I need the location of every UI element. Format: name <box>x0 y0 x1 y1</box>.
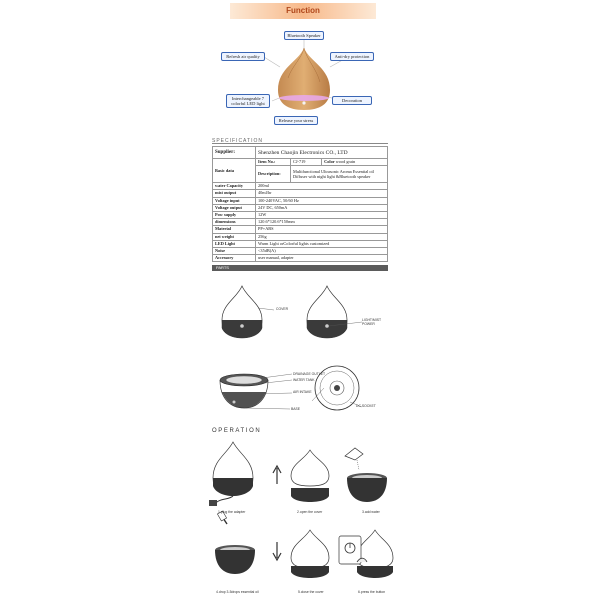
feature-decoration: Decoration <box>332 96 372 105</box>
spec-key: LED Light <box>213 240 256 247</box>
spec-row <box>213 240 388 247</box>
step-3-illustration <box>345 448 387 502</box>
spec-value: 12W <box>256 211 388 218</box>
function-banner: Function <box>230 3 376 19</box>
label-drainage: DRAINAGE OUTLET <box>293 372 326 376</box>
spec-row <box>213 233 388 240</box>
spec-key: Basic data <box>213 159 256 183</box>
step-1-caption: 1.plug the adapter <box>218 510 246 514</box>
spec-value: Shenzhen Chaojin Electronics CO., LTD <box>256 147 388 159</box>
feature-bluetooth: Bluetooth Speaker <box>284 31 324 40</box>
feature-release-stress: Release your stress <box>274 116 318 125</box>
spec-value: 24V DC, 650mA <box>256 204 388 211</box>
spec-row <box>213 197 388 204</box>
spec-value: Warm Light orColorful lights customized <box>256 240 388 247</box>
spec-key: Material <box>213 226 256 233</box>
spec-key: Accessory <box>213 255 256 262</box>
spec-subkey: Color <box>324 159 335 165</box>
step-4-illustration <box>215 511 255 574</box>
step-6-caption: 6.press the button <box>358 590 386 594</box>
spec-row-supplier <box>213 147 388 159</box>
spec-key: mist output <box>213 190 256 197</box>
spec-title: SPECIFICATION <box>212 138 263 144</box>
spec-value: 256g <box>256 233 388 240</box>
spec-key: net weight <box>213 233 256 240</box>
spec-value: <35dB(A) <box>256 247 388 254</box>
spec-row <box>213 255 388 262</box>
feature-anti-dry: Anti-dry protection <box>330 52 374 61</box>
step-6-illustration <box>339 530 393 578</box>
spec-color <box>322 159 388 166</box>
spec-row <box>213 190 388 197</box>
spec-key: water Capacity <box>213 183 256 190</box>
spec-divider <box>212 143 388 144</box>
label-water-tank: WATER TANK <box>293 378 315 382</box>
spec-value: Multifunctional Ultrasonic Aroma Essential oil Diffuser with night light &Bluetooth speaker <box>291 166 388 183</box>
label-air-intake: AIR INTAKE <box>293 390 312 394</box>
spec-subkey: Item No.: <box>256 159 291 166</box>
step-2-illustration <box>291 450 329 502</box>
spec-subkey: Description: <box>256 166 291 183</box>
step-2-caption: 2.open the cover <box>297 510 323 514</box>
spec-value: wood grain <box>335 159 356 165</box>
spec-value: PP+ABS <box>256 226 388 233</box>
step-5-illustration <box>291 530 329 578</box>
spec-row <box>213 204 388 211</box>
step-5-caption: 5.close the cover <box>298 590 324 594</box>
spec-key: Voltage input <box>213 197 256 204</box>
spec-key: Voltage output <box>213 204 256 211</box>
spec-value: 40ml/hr <box>256 190 388 197</box>
spec-key: Noise <box>213 247 256 254</box>
label-light-power: LIGHT/MIST POWER <box>362 318 381 326</box>
spec-value: 200ml <box>256 183 388 190</box>
step-4-caption: 4.drop 3-5drops essential oil <box>216 590 259 594</box>
operation-title: OPERATION <box>212 428 262 434</box>
spec-row <box>213 211 388 218</box>
spec-row-item <box>213 159 388 166</box>
spec-row <box>213 247 388 254</box>
spec-value: 100-240VAC, 50/60 Hz <box>256 197 388 204</box>
parts-bar: PARTS <box>212 265 388 271</box>
feature-led: Interchangeable 7 colorful LED light <box>226 94 270 108</box>
spec-row <box>213 226 388 233</box>
step-3-caption: 3.add water <box>362 510 380 514</box>
label-base: BASE <box>291 407 301 411</box>
spec-key: dimensions <box>213 219 256 226</box>
spec-value: 120.6*120.6*150mm <box>256 219 388 226</box>
feature-refresh-air: Refresh air quality <box>221 52 265 61</box>
label-dc-socket: DC SOCKET <box>356 404 376 408</box>
spec-value: user manual, adapter <box>256 255 388 262</box>
operation-diagram <box>205 438 395 596</box>
step-1-illustration <box>209 442 253 506</box>
spec-row <box>213 219 388 226</box>
label-cover: COVER <box>276 307 289 311</box>
spec-key: Supplier: <box>213 147 256 159</box>
parts-diagram <box>212 280 392 420</box>
spec-key: Pow supply <box>213 211 256 218</box>
spec-row <box>213 183 388 190</box>
spec-value: CJ-719 <box>291 159 322 166</box>
spec-table <box>212 146 388 262</box>
